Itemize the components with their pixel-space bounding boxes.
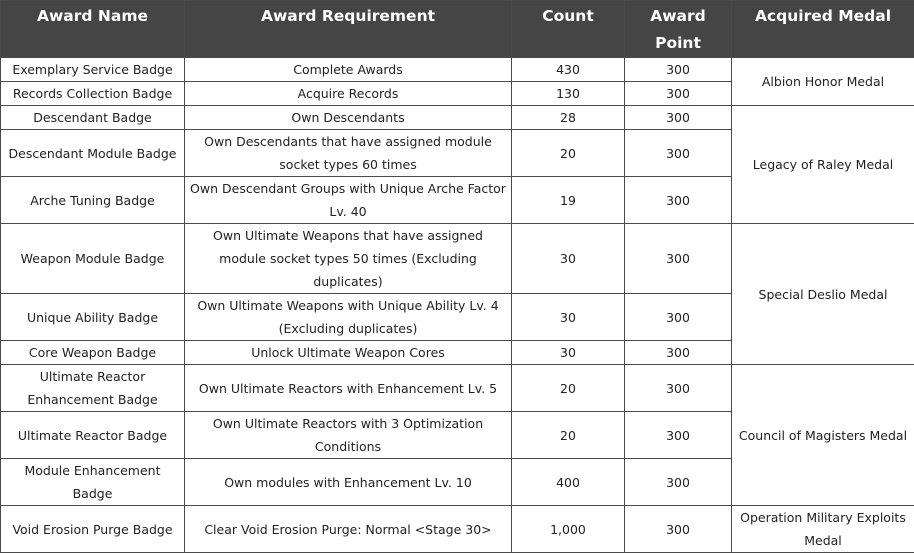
acquired-medal-cell: Special Deslio Medal: [732, 224, 914, 365]
award-requirement-cell: Acquire Records: [185, 82, 512, 106]
award-point-cell: 300: [625, 459, 732, 506]
acquired-medal-cell: Council of Magisters Medal: [732, 365, 914, 506]
award-point-cell: 300: [625, 82, 732, 106]
count-cell: 20: [512, 365, 625, 412]
award-point-cell: 300: [625, 294, 732, 341]
award-name-cell: Arche Tuning Badge: [1, 177, 185, 224]
award-requirement-cell: Complete Awards: [185, 58, 512, 82]
col-header-count: Count: [512, 1, 625, 58]
col-header-award-point: Award Point: [625, 1, 732, 58]
table-row: [1, 58, 914, 82]
award-requirement-cell: Clear Void Erosion Purge: Normal <Stage 30>: [185, 506, 512, 553]
header-row: [1, 1, 914, 58]
award-point-cell: 300: [625, 106, 732, 130]
award-name-cell: Unique Ability Badge: [1, 294, 185, 341]
count-cell: 1,000: [512, 506, 625, 553]
award-requirement-cell: Own Ultimate Reactors with Enhancement Lv. 5: [185, 365, 512, 412]
award-requirement-cell: Own Ultimate Reactors with 3 Optimization Conditions: [185, 412, 512, 459]
award-point-cell: 300: [625, 506, 732, 553]
award-requirement-cell: Own modules with Enhancement Lv. 10: [185, 459, 512, 506]
award-name-cell: Descendant Badge: [1, 106, 185, 130]
col-header-award-requirement: Award Requirement: [185, 1, 512, 58]
award-point-cell: 300: [625, 365, 732, 412]
award-point-cell: 300: [625, 341, 732, 365]
count-cell: 130: [512, 82, 625, 106]
award-requirement-cell: Own Descendants that have assigned module socket types 60 times: [185, 130, 512, 177]
award-point-cell: 300: [625, 412, 732, 459]
table-row: [1, 106, 914, 130]
count-cell: 28: [512, 106, 625, 130]
table-row: [1, 224, 914, 294]
count-cell: 30: [512, 224, 625, 294]
count-cell: 400: [512, 459, 625, 506]
count-cell: 30: [512, 341, 625, 365]
award-name-cell: Ultimate Reactor Badge: [1, 412, 185, 459]
award-point-cell: 300: [625, 130, 732, 177]
award-point-cell: 300: [625, 58, 732, 82]
acquired-medal-cell: Legacy of Raley Medal: [732, 106, 914, 224]
count-cell: 430: [512, 58, 625, 82]
col-header-acquired-medal: Acquired Medal: [732, 1, 914, 58]
award-name-cell: Weapon Module Badge: [1, 224, 185, 294]
award-name-cell: Exemplary Service Badge: [1, 58, 185, 82]
award-requirement-cell: Unlock Ultimate Weapon Cores: [185, 341, 512, 365]
award-point-cell: 300: [625, 177, 732, 224]
award-name-cell: Void Erosion Purge Badge: [1, 506, 185, 553]
award-requirement-cell: Own Ultimate Weapons that have assigned module socket types 50 times (Excluding duplicates): [185, 224, 512, 294]
count-cell: 30: [512, 294, 625, 341]
count-cell: 19: [512, 177, 625, 224]
table-row: [1, 365, 914, 412]
acquired-medal-cell: Operation Military Exploits Medal: [732, 506, 914, 553]
award-requirement-cell: Own Descendants: [185, 106, 512, 130]
award-name-cell: Records Collection Badge: [1, 82, 185, 106]
award-name-cell: Ultimate Reactor Enhancement Badge: [1, 365, 185, 412]
award-name-cell: Descendant Module Badge: [1, 130, 185, 177]
award-name-cell: Core Weapon Badge: [1, 341, 185, 365]
award-requirement-cell: Own Ultimate Weapons with Unique Ability Lv. 4 (Excluding duplicates): [185, 294, 512, 341]
award-name-cell: Module Enhancement Badge: [1, 459, 185, 506]
count-cell: 20: [512, 130, 625, 177]
col-header-award-name: Award Name: [1, 1, 185, 58]
award-requirement-cell: Own Descendant Groups with Unique Arche Factor Lv. 40: [185, 177, 512, 224]
award-point-cell: 300: [625, 224, 732, 294]
table-row: [1, 506, 914, 553]
count-cell: 20: [512, 412, 625, 459]
acquired-medal-cell: Albion Honor Medal: [732, 58, 914, 106]
